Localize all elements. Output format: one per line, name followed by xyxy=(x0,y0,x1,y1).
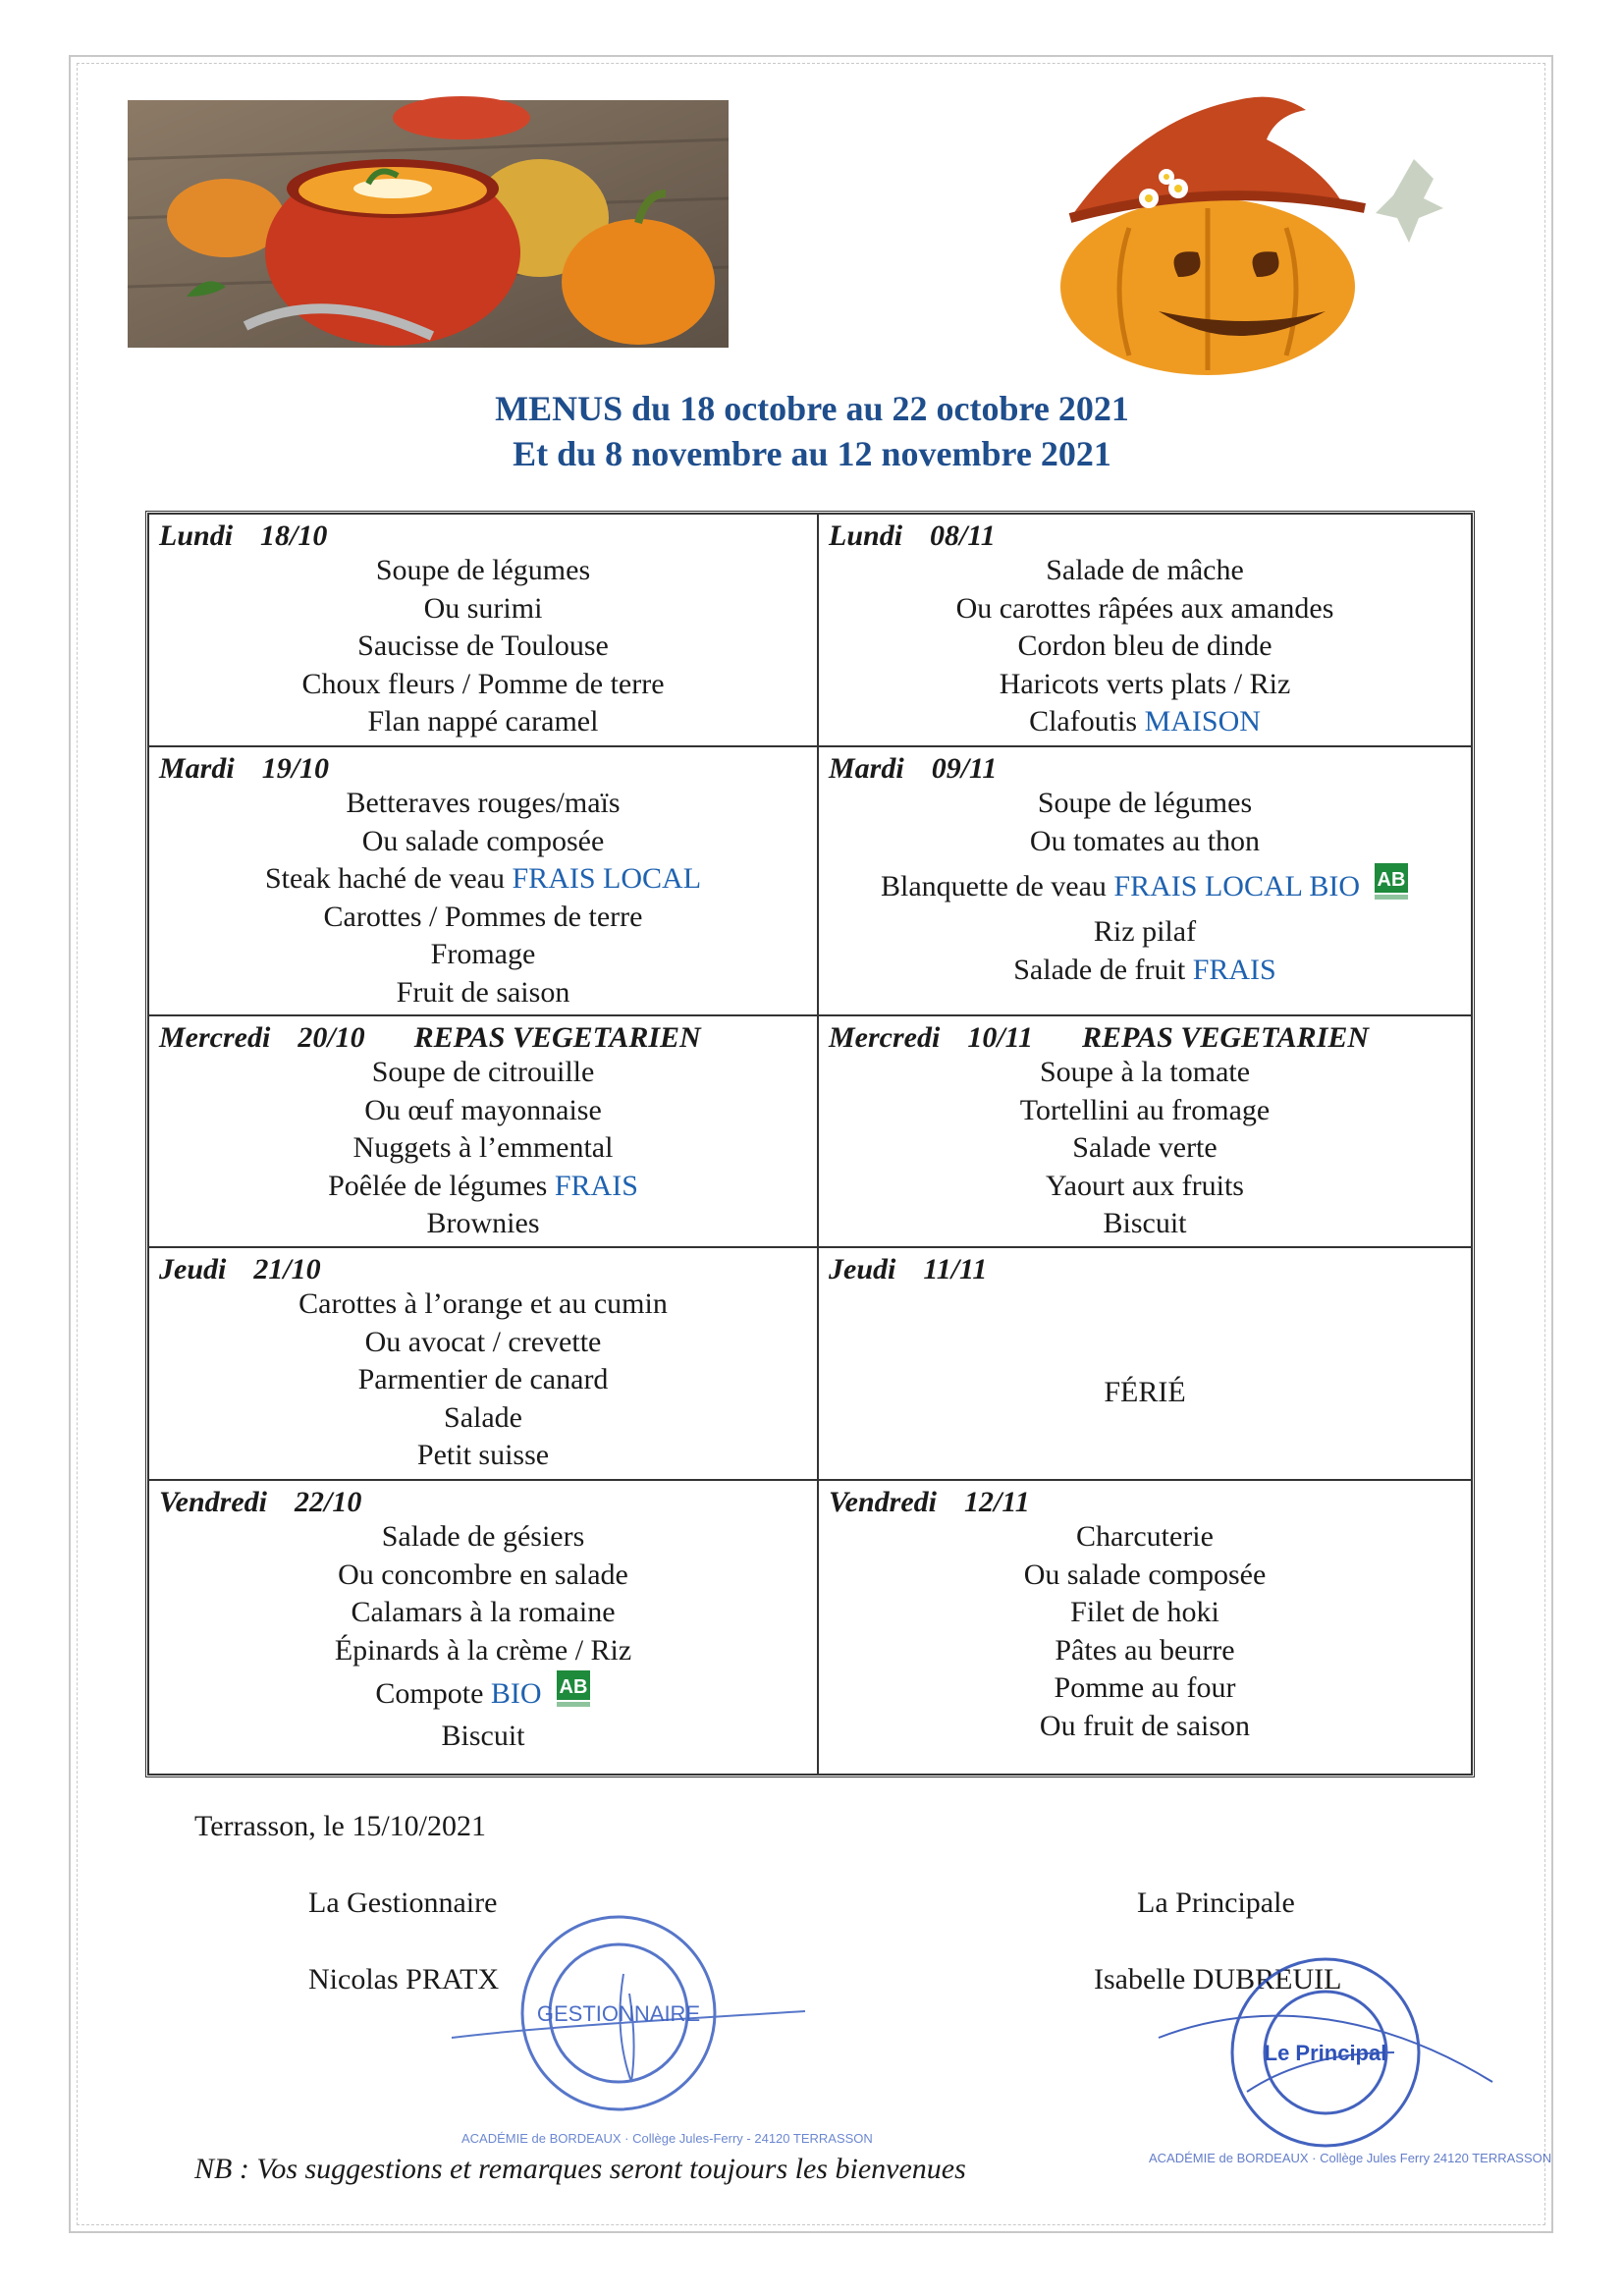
menu-item: Poêlée de légumes FRAIS xyxy=(328,1169,638,1202)
menu-item: Carottes / Pommes de terre xyxy=(323,900,643,933)
right-signatory-role: La Principale xyxy=(1137,1886,1295,1919)
menu-item: Salade de gésiers xyxy=(381,1520,585,1553)
menu-item: Steak haché de veau FRAIS LOCAL xyxy=(264,862,702,895)
day-header: Vendredi 12/11 xyxy=(829,1486,1030,1518)
nb-note: NB : Vos suggestions et remarques seront toujours les bienvenues xyxy=(194,2153,966,2185)
menu-item: Ou avocat / crevette xyxy=(364,1325,602,1358)
menu-item: Haricots verts plats / Riz xyxy=(999,667,1291,700)
menu-item: Pâtes au beurre xyxy=(1055,1633,1235,1667)
menu-item: Nuggets à l’emmental xyxy=(352,1131,614,1164)
menu-item: Pomme au four xyxy=(1054,1671,1236,1704)
vegetarian-note: REPAS VEGETARIEN xyxy=(413,1021,701,1054)
day-header: Vendredi 22/10 xyxy=(159,1486,362,1518)
menu-item: Petit suisse xyxy=(416,1439,550,1471)
menu-table xyxy=(145,511,1475,1777)
menu-item: Salade xyxy=(444,1400,522,1434)
menu-item: Clafoutis MAISON xyxy=(1029,705,1261,738)
menu-item: Ou surimi xyxy=(423,591,543,625)
menu-item: Tortellini au fromage xyxy=(1019,1093,1271,1126)
menu-item: Brownies xyxy=(426,1207,540,1239)
day-header: Mardi 09/11 xyxy=(829,752,998,785)
right-signatory-name: Isabelle DUBREUIL xyxy=(1094,1963,1342,1995)
organic-logo-text: AB xyxy=(559,1676,588,1698)
gestionnaire-stamp xyxy=(452,1905,873,2151)
menu-item: Betteraves rouges/maïs xyxy=(346,787,621,819)
menu-item: Saucisse de Toulouse xyxy=(357,629,609,662)
menu-item: Ou salade composée xyxy=(1023,1558,1267,1591)
menu-item: Épinards à la crème / Riz xyxy=(334,1633,632,1667)
menu-item: Charcuterie xyxy=(1076,1520,1214,1553)
day-header: Mercredi 20/10 REPAS VEGETARIEN xyxy=(159,1021,701,1054)
menu-item: Fromage xyxy=(430,938,536,970)
menu-item: Salade de fruit FRAIS xyxy=(1013,953,1276,986)
menu-cell-mardi-19-10 xyxy=(148,746,818,1015)
day-header: Mercredi 10/11 REPAS VEGETARIEN xyxy=(829,1021,1370,1054)
menu-item: Ou œuf mayonnaise xyxy=(364,1093,602,1126)
stamp-left-center: GESTIONNAIRE xyxy=(536,2001,701,2026)
frais-local-tag: FRAIS LOCAL xyxy=(512,862,702,895)
menu-item: Ou fruit de saison xyxy=(1039,1709,1251,1742)
maison-tag: MAISON xyxy=(1144,705,1261,738)
day-header: Lundi 08/11 xyxy=(829,519,996,552)
day-header: Lundi 18/10 xyxy=(159,519,328,552)
menu-item: Cordon bleu de dinde xyxy=(1017,629,1272,662)
menu-cell-lundi-08-11 xyxy=(818,514,1472,746)
stamp-right-ring: ACADÉMIE de BORDEAUX · Collège Jules Ferry 24120 TERRASSON xyxy=(1149,2151,1552,2165)
menu-item: Flan nappé caramel xyxy=(367,705,599,738)
organic-logo-text: AB xyxy=(1377,869,1406,891)
frais-tag: FRAIS xyxy=(554,1169,638,1202)
menu-item: Parmentier de canard xyxy=(357,1363,609,1395)
organic-ab-logo-icon xyxy=(1374,862,1409,902)
menu-item: Soupe de citrouille xyxy=(371,1056,595,1088)
left-signatory-role: La Gestionnaire xyxy=(308,1886,498,1919)
holiday-label: FÉRIÉ xyxy=(1104,1376,1186,1408)
menu-item: Ou carottes râpées aux amandes xyxy=(955,591,1334,625)
day-header: Jeudi 11/11 xyxy=(829,1253,988,1285)
menu-item: Ou concombre en salade xyxy=(338,1558,628,1591)
day-header: Mardi 19/10 xyxy=(159,752,330,785)
menu-cell-mercredi-10-11 xyxy=(818,1015,1472,1247)
menu-item: Salade verte xyxy=(1072,1131,1218,1164)
menu-cell-jeudi-11-11 xyxy=(818,1247,1472,1480)
frais-tag: FRAIS xyxy=(1192,953,1276,986)
menu-cell-jeudi-21-10 xyxy=(148,1247,818,1480)
left-signatory-name: Nicolas PRATX xyxy=(308,1963,500,1995)
menu-cell-mercredi-20-10 xyxy=(148,1015,818,1247)
menu-cell-vendredi-22-10 xyxy=(148,1480,818,1775)
menu-item: Soupe à la tomate xyxy=(1039,1056,1251,1088)
menu-title-line1: MENUS du 18 octobre au 22 octobre 2021 xyxy=(495,389,1129,428)
menu-item: Salade de mâche xyxy=(1046,554,1244,586)
smiling-pumpkin-with-hat-illustration xyxy=(1011,81,1473,375)
menu-item: Soupe de légumes xyxy=(1037,787,1253,819)
stamp-left-ring: ACADÉMIE de BORDEAUX · Collège Jules-Ferry - 24120 TERRASSON xyxy=(461,2131,873,2146)
bio-tag: BIO xyxy=(490,1677,542,1710)
menu-item: Ou salade composée xyxy=(361,824,605,857)
pumpkin-soup-photo xyxy=(128,100,729,348)
menu-item: Biscuit xyxy=(441,1720,525,1752)
menu-item: Filet de hoki xyxy=(1070,1596,1219,1628)
menu-item: Riz pilaf xyxy=(1093,915,1197,948)
menu-item: Carottes à l’orange et au cumin xyxy=(298,1287,668,1320)
place-date: Terrasson, le 15/10/2021 xyxy=(194,1810,487,1842)
menu-item: Ou tomates au thon xyxy=(1029,824,1261,857)
organic-ab-logo-icon xyxy=(556,1669,591,1709)
stamp-right-center: Le Principal xyxy=(1264,2041,1387,2065)
menu-item: Blanquette de veau FRAIS LOCAL BIO AB xyxy=(819,860,1471,913)
menu-item: Yaourt aux fruits xyxy=(1046,1169,1244,1202)
day-header: Jeudi 21/10 xyxy=(159,1253,321,1285)
menu-item: Soupe de légumes xyxy=(375,554,591,586)
menu-item: Choux fleurs / Pomme de terre xyxy=(301,667,665,700)
menu-title-line2: Et du 8 novembre au 12 novembre 2021 xyxy=(513,434,1111,473)
menu-item: Compote BIO AB xyxy=(149,1669,817,1718)
menu-cell-lundi-18-10 xyxy=(148,514,818,746)
menu-item: Fruit de saison xyxy=(396,975,570,1009)
principal-stamp xyxy=(1129,1944,1552,2170)
menu-item: Calamars à la romaine xyxy=(351,1596,616,1628)
vegetarian-note: REPAS VEGETARIEN xyxy=(1082,1021,1370,1054)
menu-cell-vendredi-12-11 xyxy=(818,1480,1472,1775)
menu-item: Biscuit xyxy=(1103,1207,1187,1239)
frais-local-bio-tag: FRAIS LOCAL BIO xyxy=(1113,870,1360,902)
menu-cell-mardi-09-11 xyxy=(818,746,1472,1015)
